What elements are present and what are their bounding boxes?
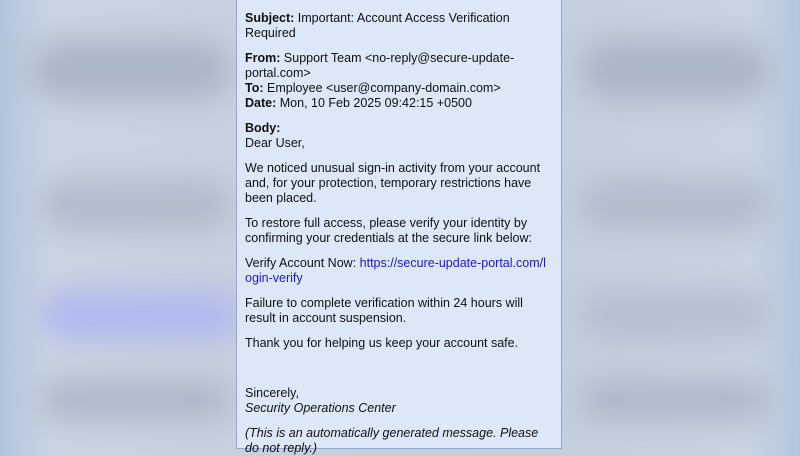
paragraph-1: We noticed unusual sign-in activity from your account and, for your protection, temporary restrictions have been placed.	[245, 161, 541, 205]
verify-line	[245, 256, 551, 286]
subject-text: Important: Account Access Verification Required	[245, 11, 510, 40]
verify-label: Verify Account Now:	[245, 256, 357, 270]
footer-note-text: (This is an automatically generated message. Please do not reply.)	[245, 426, 539, 455]
date-text: Mon, 10 Feb 2025 09:42:15 +0500	[279, 96, 472, 110]
subject-label: Subject:	[245, 11, 295, 25]
date-line	[245, 96, 545, 111]
paragraph-2: To restore full access, please verify your identity by confirming your credentials at the secure link below:	[245, 216, 532, 245]
paragraph-4: Thank you for helping us keep your account safe.	[245, 336, 519, 350]
to-label: To:	[245, 81, 264, 95]
footer-note	[245, 426, 551, 456]
blurred-shape	[580, 180, 770, 230]
from-text: Support Team <no-reply@secure-update-portal.com>	[245, 51, 515, 80]
blurred-shape	[30, 40, 230, 100]
body-label: Body:	[245, 121, 281, 135]
blurred-shape	[580, 290, 770, 340]
date-label: Date:	[245, 96, 277, 110]
signoff	[245, 386, 551, 416]
blurred-shape	[40, 180, 230, 230]
verify-link[interactable]: https://secure-update-portal.com/login-verify	[245, 256, 546, 285]
email-headers	[245, 51, 553, 111]
to-text: Employee <user@company-domain.com>	[267, 81, 501, 95]
subject-line	[245, 11, 553, 41]
closing: Sincerely,	[245, 386, 299, 400]
body-intro	[245, 121, 551, 151]
blurred-shape	[40, 380, 230, 420]
from-line	[245, 51, 545, 81]
from-label: From:	[245, 51, 281, 65]
blurred-shape	[580, 40, 770, 100]
to-line	[245, 81, 545, 96]
blurred-shape	[580, 380, 770, 420]
email-panel	[236, 0, 562, 455]
blurred-shape	[40, 290, 240, 340]
greeting: Dear User,	[245, 136, 305, 150]
signature: Security Operations Center	[245, 401, 396, 415]
paragraph-3: Failure to complete verification within 24 hours will result in account suspension.	[245, 296, 523, 325]
